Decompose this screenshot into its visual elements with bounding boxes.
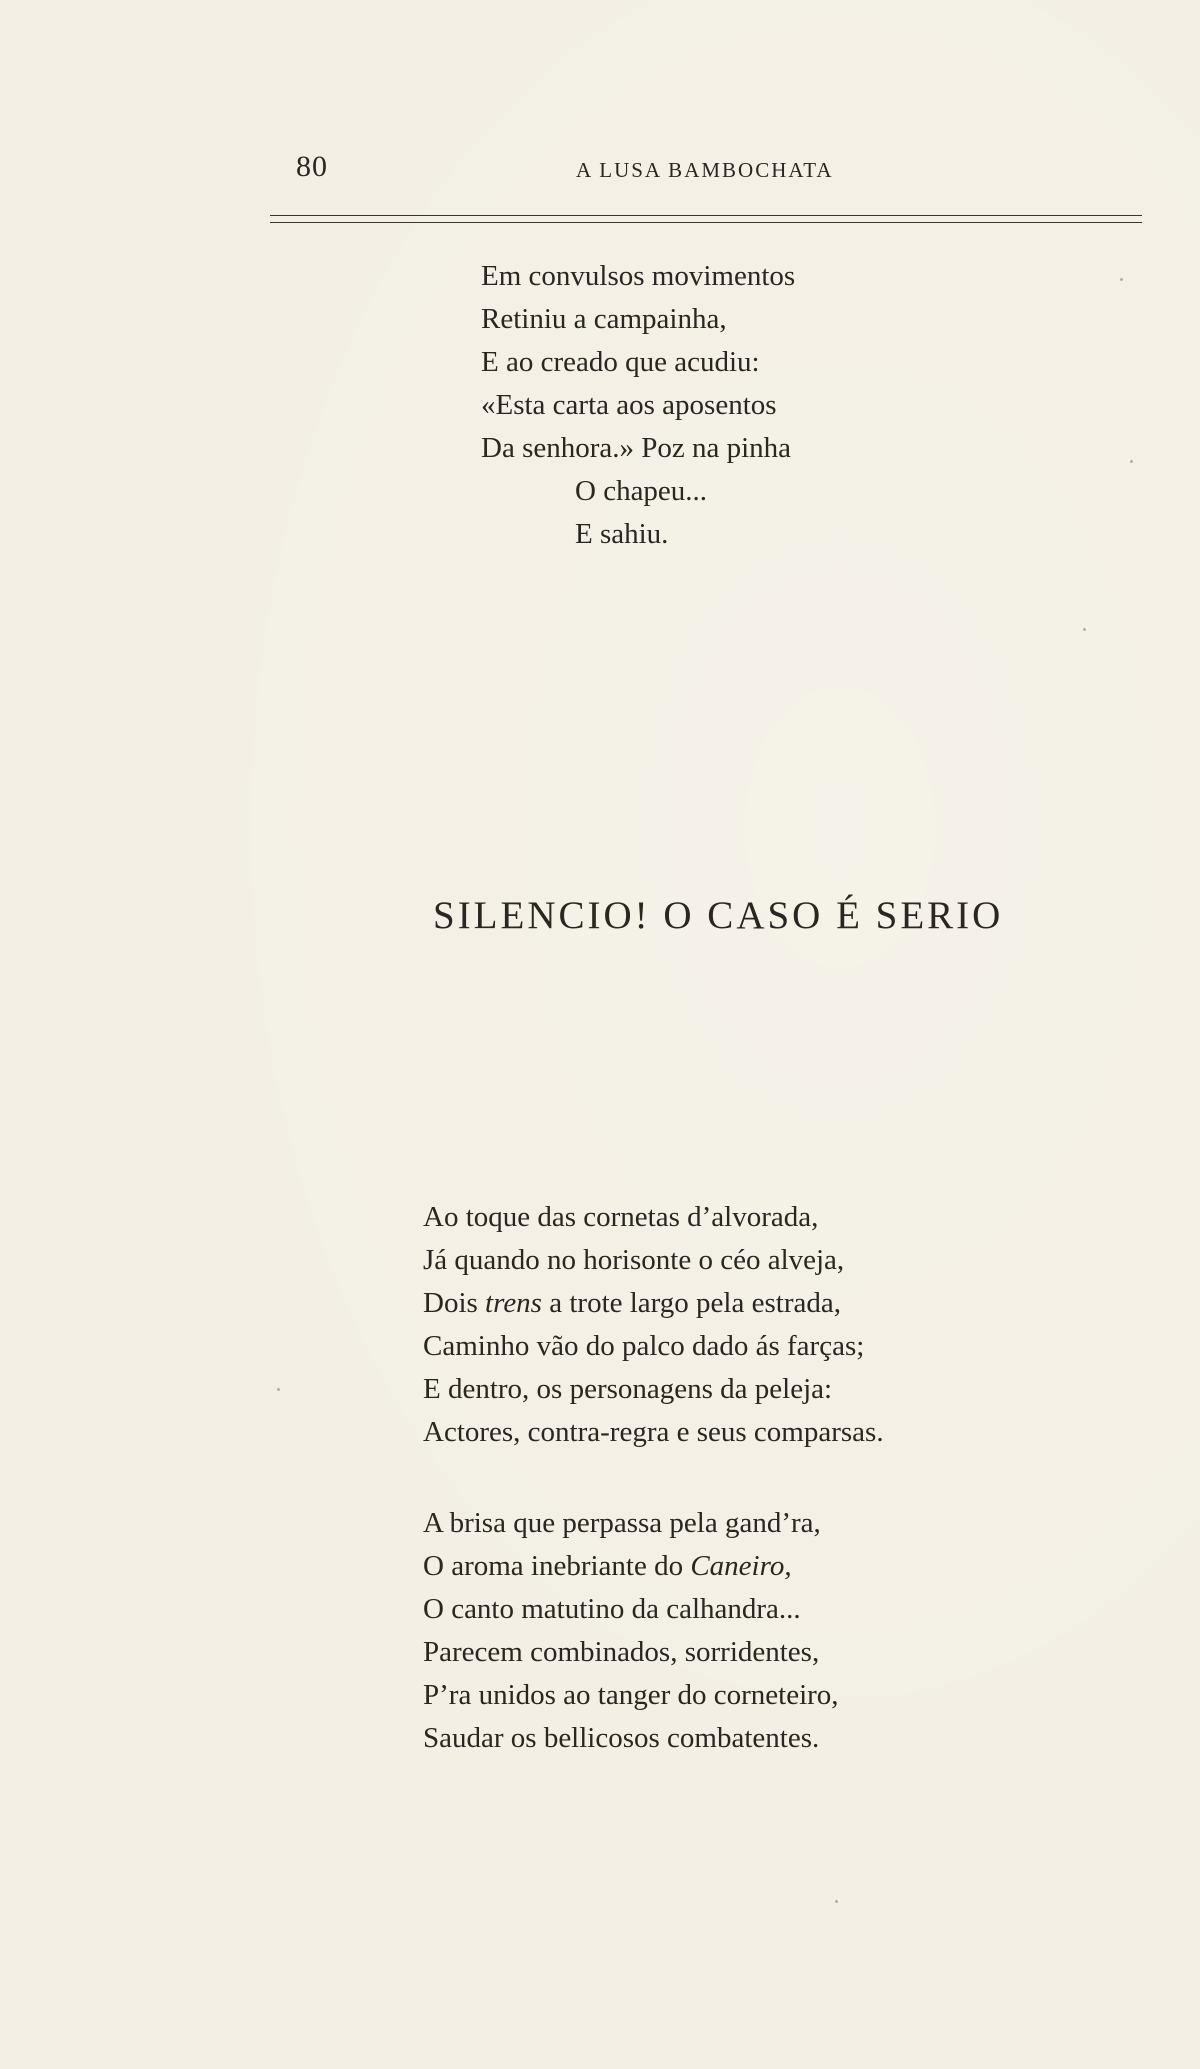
paper-speck [277,1388,280,1391]
verse-line: A brisa que perpassa pela gand’ra, [423,1507,821,1539]
verse-line: Retiniu a campainha, [481,303,727,335]
italic-word: Caneiro, [690,1550,792,1582]
verse-line: Saudar os bellicosos combatentes. [423,1722,820,1754]
verse-line: Ao toque das cornetas d’alvorada, [423,1201,819,1233]
stanza-1 [481,255,795,556]
verse-line: E dentro, os personagens da peleja: [423,1373,833,1405]
verse-line: Da senhora.» Poz na pinha [481,432,792,464]
verse-line: «Esta carta aos aposentos [481,389,777,421]
verse-line: Caminho vão do palco dado ás farças; [423,1330,865,1362]
poem-title: SILENCIO! O CASO É SERIO [433,894,1004,937]
verse-line: O canto matutino da calhandra... [423,1593,801,1625]
header-rule-top [270,215,1142,216]
paper-speck [1083,628,1086,631]
paper-speck [1130,460,1133,463]
stanza-2 [423,1196,884,1454]
header-rule-bottom [270,222,1142,223]
verse-text: Dois [423,1287,478,1319]
verse-text: a trote largo pela estrada, [549,1287,841,1319]
verse-line: E sahiu. [575,518,669,550]
verse-text: O aroma inebriante do [423,1550,684,1582]
stanza-3 [423,1502,839,1760]
verse-line [423,1282,884,1325]
page-number: 80 [296,150,328,183]
verse-line: Actores, contra-regra e seus comparsas. [423,1416,884,1448]
paper-speck [1120,278,1123,281]
verse-line [423,1545,839,1588]
italic-word: trens [485,1287,542,1319]
verse-line: Já quando no horisonte o céo alveja, [423,1244,845,1276]
verse-line: O chapeu... [575,475,708,507]
verse-line: P’ra unidos ao tanger do corneteiro, [423,1679,839,1711]
paper-speck [835,1900,838,1903]
verse-line: E ao creado que acudiu: [481,346,760,378]
running-head: A LUSA BAMBOCHATA [576,158,834,182]
verse-line: Em convulsos movimentos [481,260,796,292]
verse-line: Parecem combinados, sorridentes, [423,1636,820,1668]
